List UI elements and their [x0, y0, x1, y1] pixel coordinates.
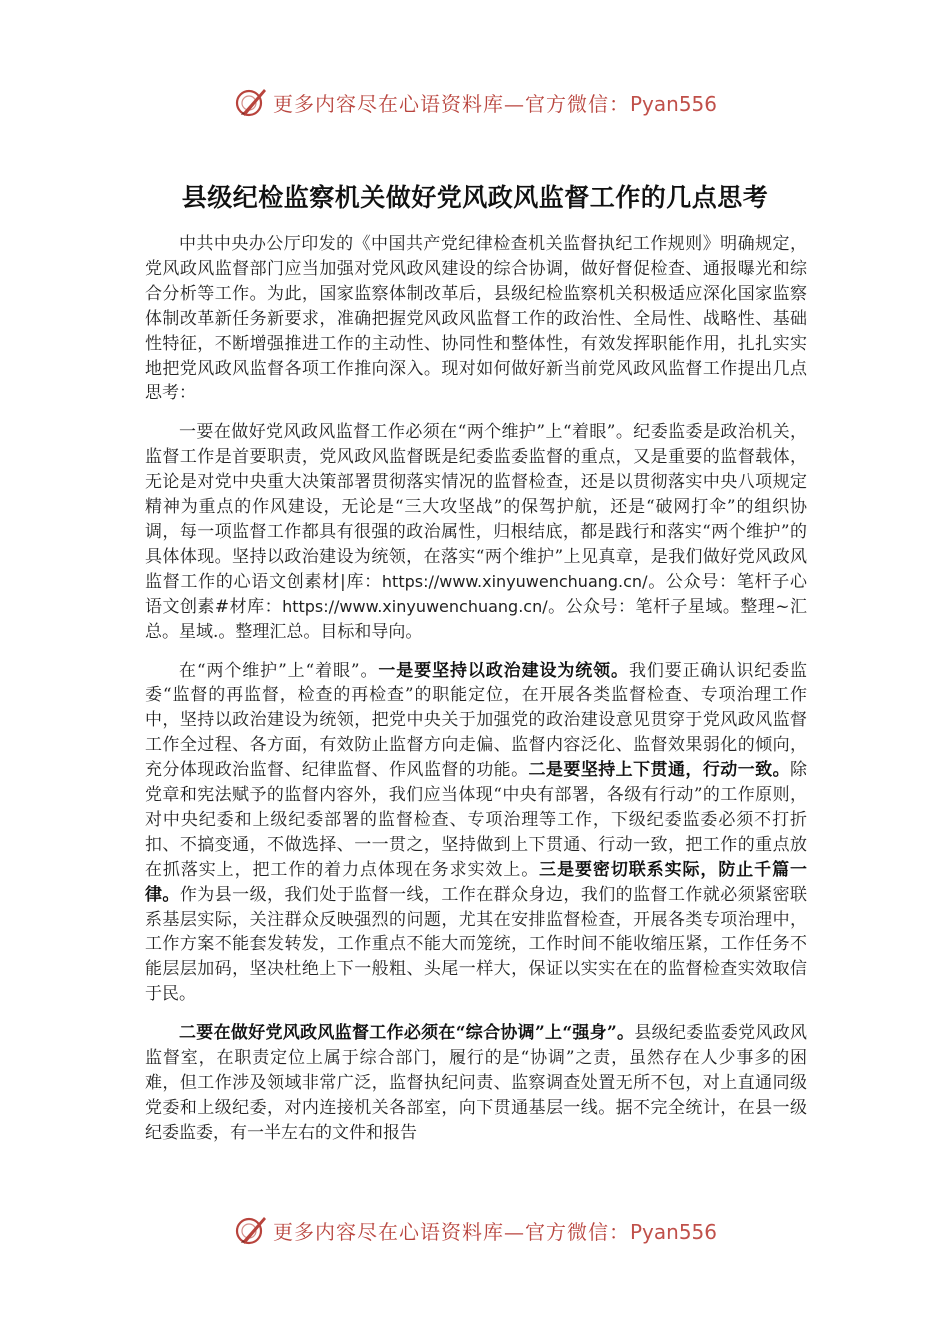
pen-logo-icon [233, 84, 269, 120]
watermark-header [0, 80, 950, 124]
section-heading-2: 二要在做好党风政风监督工作必须在“综合协调”上“强身”。 [179, 1023, 635, 1044]
paragraph-coordination: 二要在做好党风政风监督工作必须在“综合协调”上“强身”。县级纪委监委党风政风监督室，在职责定位上属于综合部门，履行的是“协调”之责，虽然存在人少事多的困难，但工作涉及领域非常广泛，监督执纪问责、监察调查处置无所不包，对上直通同级党委和上级纪委，对内连接机关各部室，向下贯通基层一线。据不完全统计，在县一级纪委监委，有一半左右的文件和报告 [145, 1023, 807, 1143]
watermark-text: 更多内容尽在心语资料库—官方微信：Pyan556 [272, 91, 717, 116]
point-heading-1: 一是要坚持以政治建设为统领。 [378, 660, 629, 681]
pen-logo-icon [233, 1212, 269, 1248]
paragraph-two-safeguards: 一要在做好党风政风监督工作必须在“两个维护”上“着眼”。纪委监委是政治机关，监督工作是首要职责，党风政风监督既是纪委监委监督的重点，又是重要的监督载体，无论是对党中央重大决策部署贯彻落实情况的监督检查，还是以贯彻落实中央八项规定精神为重点的作风建设，无论是“三大攻坚战”的保驾护航，还是“破网打伞”的组织协调，每一项监督工作都具有很强的政治属性，归根结底，都是践行和落实“两个维护”的具体体现。坚持以政治建设为统领，在落实“两个维护”上见真章，是我们做好党风政风监督工作的心语文创素材|库：https://www.xinyuwenchuang.cn/。公众号：笔杆子心语文创素#材库：https://www.xinyuwenchuang.cn/。公众号：笔杆子星域。整理~汇总。星域.。整理汇总。目标和导向。 [145, 422, 808, 642]
watermark-text: 更多内容尽在心语资料库—官方微信：Pyan556 [272, 1219, 717, 1244]
document-title: 县级纪检监察机关做好党风政风监督工作的几点思考 [181, 183, 769, 212]
point-heading-3: 三是要密切联系实际，防止千篇一律。 [145, 859, 808, 905]
paragraph-intro: 中共中央办公厅印发的《中国共产党纪律检查机关监督执纪工作规则》明确规定，党风政风监督部门应当加强对党风政风建设的综合协调，做好督促检查、通报曝光和综合分析等工作。为此，国家监察体制改革后，县级纪检监察机关积极适应深化国家监察体制改革新任务新要求，准确把握党风政风监督工作的政治性、全局性、战略性、基础性特征，不断增强推进工作的主动性、协同性和整体性，有效发挥职能作用，扎扎实实地把党风政风监督各项工作推向深入。现对如何做好新当前党风政风监督工作提出几点思考： [145, 234, 807, 404]
website-link[interactable]: https://www.xinyuwenchuang.cn/ [381, 571, 648, 591]
watermark-wechat-id: Pyan556 [629, 91, 717, 116]
document-body [145, 232, 807, 1160]
watermark-wechat-id: Pyan556 [629, 1219, 717, 1244]
website-link[interactable]: https://www.xinyuwenchuang.cn/ [282, 596, 548, 616]
point-heading-2: 二是要坚持上下贯通，行动一致。 [528, 760, 791, 781]
watermark-footer [0, 1208, 950, 1252]
paragraph-three-points: 在“两个维护”上“着眼”。一是要坚持以政治建设为统领。我们要正确认识纪委监委“监督的再监督，检查的再检查”的职能定位，在开展各类监督检查、专项治理工作中，坚持以政治建设为统领，把党中央关于加强党的政治建设意见贯穿于党风政风监督工作全过程、各方面，有效防止监督方向走偏、监督内容泛化、监督效果弱化的倾向，充分体现政治监督、纪律监督、作风监督的功能。二是要坚持上下贯通，行动一致。除党章和宪法赋予的监督内容外，我们应当体现“中央有部署，各级有行动”的工作原则，对中央纪委和上级纪委部署的监督检查、专项治理等工作，下级纪委监委必须不打折扣、不搞变通，不做选择、一一贯之，坚持做到上下贯通、行动一致，把工作的重点放在抓落实上，把工作的着力点体现在务求实效上。三是要密切联系实际，防止千篇一律。作为县一级，我们处于监督一线，工作在群众身边，我们的监督工作就必须紧密联系基层实际，关注群众反映强烈的问题，尤其在安排监督检查，开展各类专项治理中，工作方案不能套发转发，工作重点不能大而笼统，工作时间不能收缩压紧，工作任务不能层层加码，坚决杜绝上下一般粗、头尾一样大，保证以实实在在的监督检查实效取信于民。 [145, 660, 808, 1005]
